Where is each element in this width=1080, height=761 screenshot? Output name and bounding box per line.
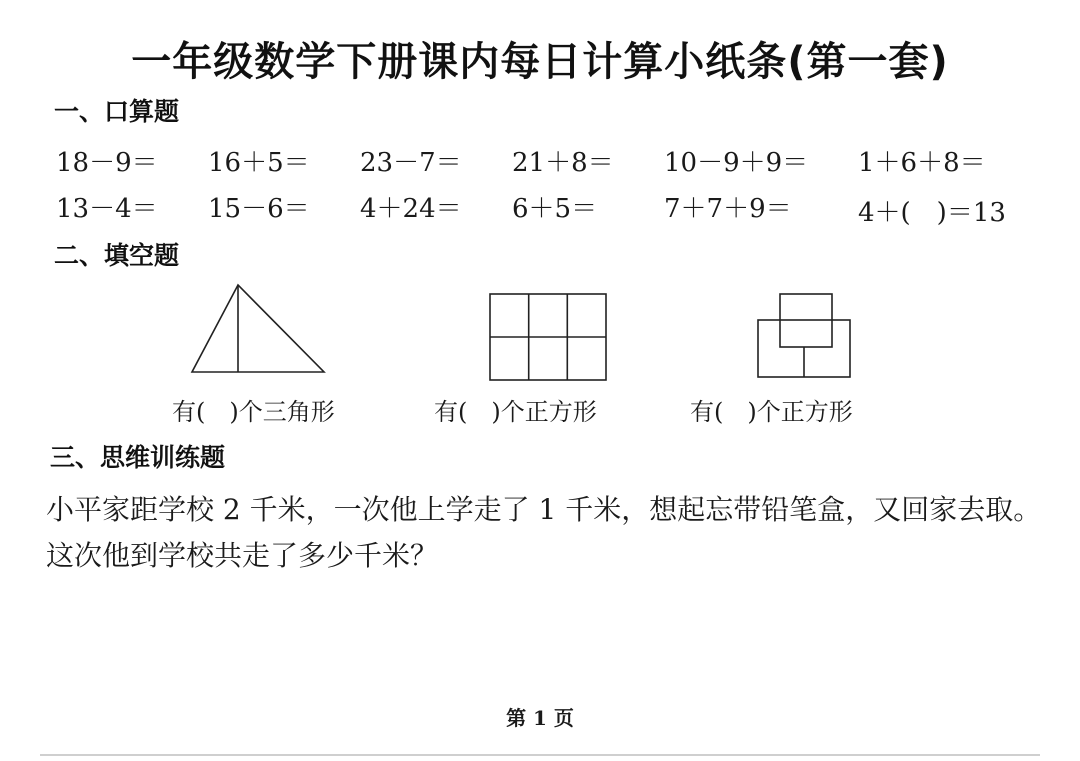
- oral-expr-2-4: 6＋5＝: [512, 194, 598, 224]
- oral-expr-2-1: 13－4＝: [56, 194, 158, 224]
- section-heading-oral: 一、口算题: [54, 97, 180, 126]
- caption-triangles: 有( )个三角形: [172, 398, 335, 426]
- oral-expr-1-1: 18－9＝: [56, 148, 158, 178]
- oral-expr-1-2: 16＋5＝: [208, 148, 310, 178]
- section-heading-fill: 二、填空题: [54, 241, 180, 270]
- oral-expr-1-4: 21＋8＝: [512, 148, 614, 178]
- overlapping-squares-figure: [754, 290, 854, 380]
- page-title: 一年级数学下册课内每日计算小纸条(第一套): [131, 39, 949, 85]
- oral-expr-2-5: 7＋7＋9＝: [664, 194, 792, 224]
- problem-line-1: 小平家距学校 2 千米，一次他上学走了 1 千米，想起忘带铅笔盒，又回家去取。: [46, 493, 1042, 526]
- caption-squares-overlap: 有( )个正方形: [690, 398, 853, 426]
- grid-rectangle-figure: [488, 292, 610, 384]
- section-heading-thinking: 三、思维训练题: [50, 443, 226, 472]
- oral-expr-2-3: 4＋24＝: [360, 194, 462, 224]
- problem-line-2: 这次他到学校共走了多少千米？: [46, 539, 439, 572]
- caption-squares-grid: 有( )个正方形: [434, 398, 597, 426]
- oral-expr-1-5: 10－9＋9＝: [664, 148, 809, 178]
- oral-expr-2-6: 4＋( )＝13: [858, 198, 1006, 228]
- bottom-divider: [40, 754, 1040, 756]
- triangle-figure: [188, 282, 328, 376]
- page-number: 第 1 页: [506, 706, 574, 730]
- oral-expr-1-6: 1＋6＋8＝: [858, 148, 986, 178]
- oral-expr-1-3: 23－7＝: [360, 148, 462, 178]
- oral-expr-2-2: 15－6＝: [208, 194, 310, 224]
